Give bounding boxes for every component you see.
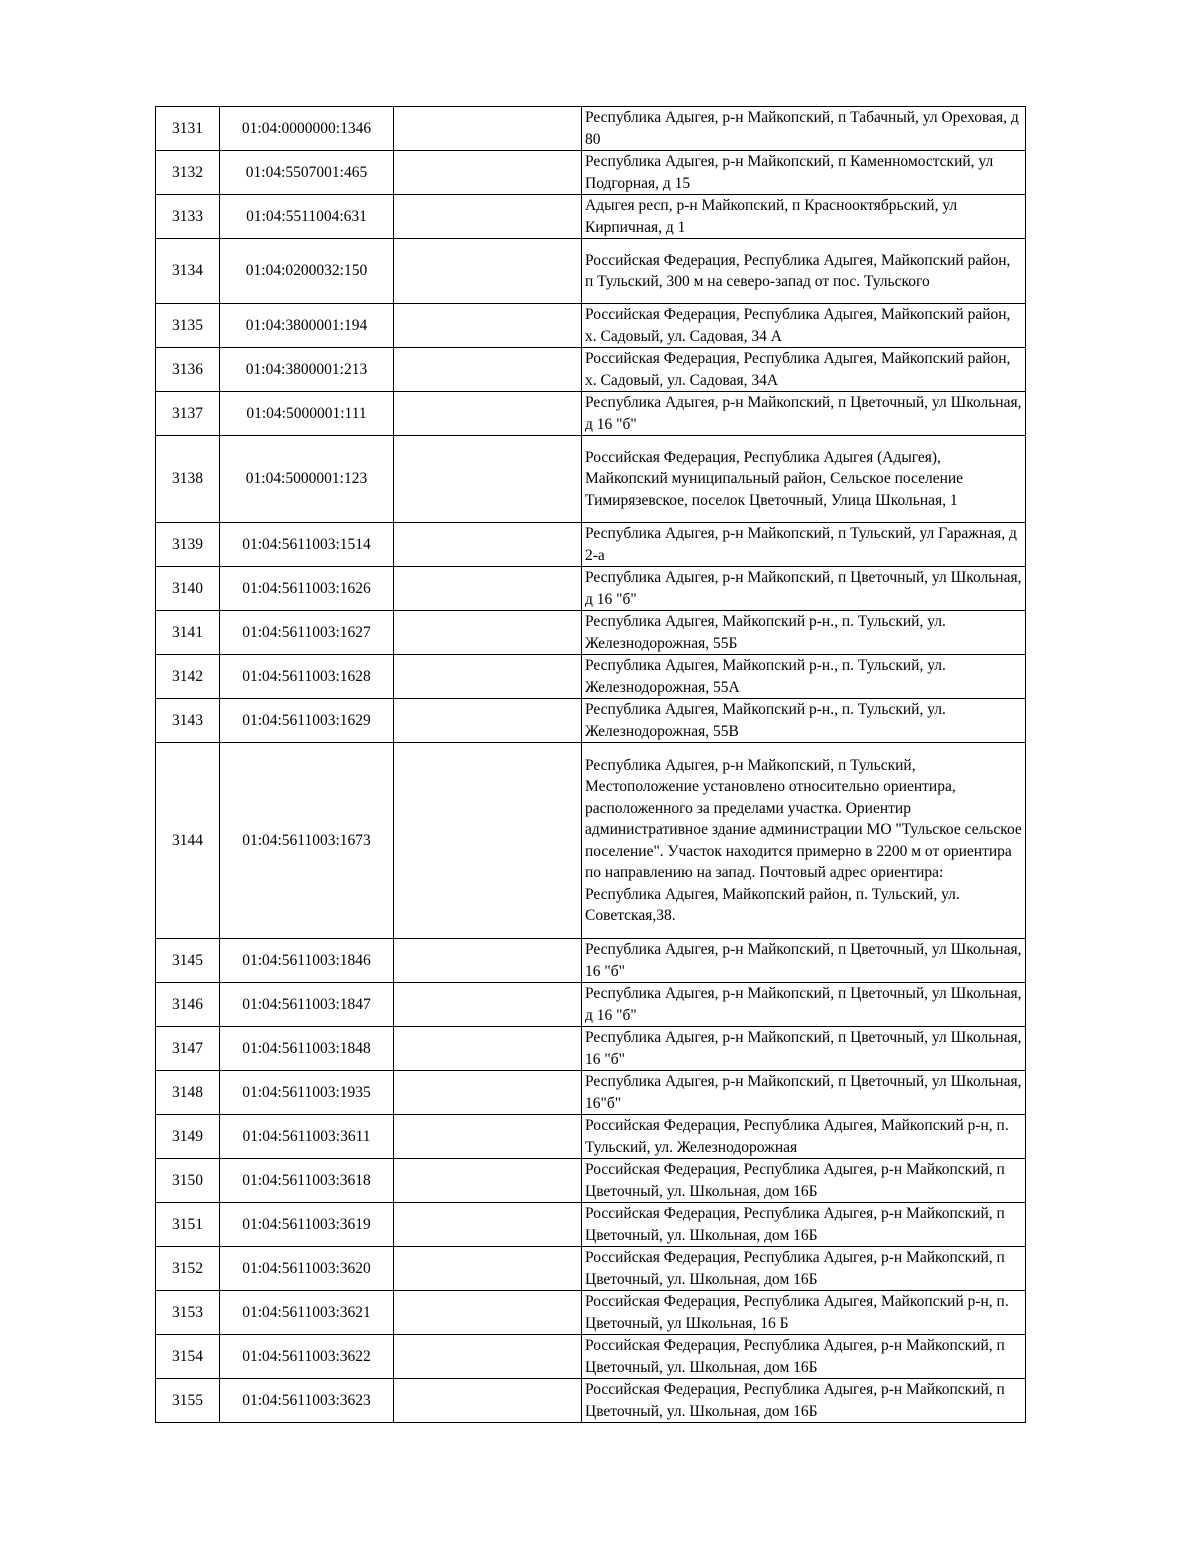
address-cell: Российская Федерация, Республика Адыгея, Майкопский район, х. Садовый, ул. Садовая, 34 А: [582, 304, 1026, 348]
row-number-cell: 3148: [156, 1071, 220, 1115]
cadastral-number-cell: 01:04:0000000:1346: [220, 107, 394, 151]
row-number-cell: 3141: [156, 611, 220, 655]
empty-cell: [394, 1247, 582, 1291]
empty-cell: [394, 1379, 582, 1423]
empty-cell: [394, 1291, 582, 1335]
empty-cell: [394, 567, 582, 611]
address-cell: Российская Федерация, Республика Адыгея, р-н Майкопский, п Цветочный, ул. Школьная, дом 16Б: [582, 1203, 1026, 1247]
row-number-cell: 3149: [156, 1115, 220, 1159]
address-cell: Российская Федерация, Республика Адыгея (Адыгея), Майкопский муниципальный район, Сельское поселение Тимирязевское, поселок Цветочный, Улица Школьная, 1: [582, 436, 1026, 523]
address-cell: Республика Адыгея, р-н Майкопский, п Тульский, Местоположение установлено относительно ориентира, расположенного за пределами участка. Ориентир административное здание администрации МО "Тульское сельское поселение". Участок находится примерно в 2200 м от ориентира по направлению на запад. Почтовый адрес ориентира: Республика Адыгея, Майкопский район, п. Тульский, ул. Советская,38.: [582, 743, 1026, 939]
address-cell: Российская Федерация, Республика Адыгея, р-н Майкопский, п Цветочный, ул. Школьная, дом 16Б: [582, 1159, 1026, 1203]
cadastral-number-cell: 01:04:5611003:3618: [220, 1159, 394, 1203]
address-cell: Российская Федерация, Республика Адыгея, Майкопский р-н, п. Тульский, ул. Железнодорожная: [582, 1115, 1026, 1159]
address-cell: Республика Адыгея, р-н Майкопский, п Табачный, ул Ореховая, д 80: [582, 107, 1026, 151]
address-cell: Республика Адыгея, р-н Майкопский, п Цветочный, ул Школьная, д 16 "б": [582, 392, 1026, 436]
cadastral-number-cell: 01:04:5611003:1627: [220, 611, 394, 655]
table-row: [156, 436, 1026, 523]
row-number-cell: 3137: [156, 392, 220, 436]
row-number-cell: 3133: [156, 195, 220, 239]
table-row: [156, 304, 1026, 348]
table-row: [156, 239, 1026, 304]
address-cell: Республика Адыгея, Майкопский р-н., п. Тульский, ул. Железнодорожная, 55Б: [582, 611, 1026, 655]
empty-cell: [394, 1071, 582, 1115]
table-row: [156, 983, 1026, 1027]
row-number-cell: 3131: [156, 107, 220, 151]
empty-cell: [394, 655, 582, 699]
cadastral-number-cell: 01:04:5611003:1626: [220, 567, 394, 611]
table-row: [156, 1159, 1026, 1203]
row-number-cell: 3132: [156, 151, 220, 195]
empty-cell: [394, 523, 582, 567]
table-row: [156, 1071, 1026, 1115]
cadastral-number-cell: 01:04:5611003:3621: [220, 1291, 394, 1335]
address-cell: Республика Адыгея, р-н Майкопский, п Цветочный, ул Школьная, д 16 "б": [582, 983, 1026, 1027]
address-cell: Российская Федерация, Республика Адыгея, р-н Майкопский, п Цветочный, ул. Школьная, дом 16Б: [582, 1379, 1026, 1423]
table-row: [156, 348, 1026, 392]
row-number-cell: 3152: [156, 1247, 220, 1291]
row-number-cell: 3134: [156, 239, 220, 304]
table-row: [156, 743, 1026, 939]
cadastral-number-cell: 01:04:5611003:1629: [220, 699, 394, 743]
table-row: [156, 392, 1026, 436]
row-number-cell: 3155: [156, 1379, 220, 1423]
table-row: [156, 567, 1026, 611]
table-row: [156, 1203, 1026, 1247]
address-cell: Республика Адыгея, Майкопский р-н., п. Тульский, ул. Железнодорожная, 55В: [582, 699, 1026, 743]
row-number-cell: 3145: [156, 939, 220, 983]
empty-cell: [394, 1335, 582, 1379]
row-number-cell: 3139: [156, 523, 220, 567]
row-number-cell: 3143: [156, 699, 220, 743]
address-cell: Республика Адыгея, р-н Майкопский, п Цветочный, ул Школьная, 16 "б": [582, 1027, 1026, 1071]
address-cell: Российская Федерация, Республика Адыгея, Майкопский р-н, п. Цветочный, ул Школьная, 16 Б: [582, 1291, 1026, 1335]
row-number-cell: 3136: [156, 348, 220, 392]
table-row: [156, 1379, 1026, 1423]
empty-cell: [394, 239, 582, 304]
empty-cell: [394, 304, 582, 348]
table-row: [156, 611, 1026, 655]
empty-cell: [394, 1203, 582, 1247]
cadastral-number-cell: 01:04:5611003:1935: [220, 1071, 394, 1115]
row-number-cell: 3138: [156, 436, 220, 523]
cadastral-number-cell: 01:04:5611003:1848: [220, 1027, 394, 1071]
table-row: [156, 699, 1026, 743]
cadastral-number-cell: 01:04:5611003:1847: [220, 983, 394, 1027]
empty-cell: [394, 983, 582, 1027]
table-row: [156, 195, 1026, 239]
empty-cell: [394, 939, 582, 983]
cadastral-number-cell: 01:04:0200032:150: [220, 239, 394, 304]
address-cell: Республика Адыгея, р-н Майкопский, п Цветочный, ул Школьная, 16 "б": [582, 939, 1026, 983]
address-cell: Республика Адыгея, р-н Майкопский, п Цветочный, ул Школьная, 16"б": [582, 1071, 1026, 1115]
registry-table-body: [156, 107, 1026, 1423]
row-number-cell: 3150: [156, 1159, 220, 1203]
empty-cell: [394, 107, 582, 151]
row-number-cell: 3153: [156, 1291, 220, 1335]
row-number-cell: 3146: [156, 983, 220, 1027]
empty-cell: [394, 151, 582, 195]
empty-cell: [394, 1027, 582, 1071]
address-cell: Республика Адыгея, р-н Майкопский, п Тульский, ул Гаражная, д 2-а: [582, 523, 1026, 567]
empty-cell: [394, 1159, 582, 1203]
address-cell: Российская Федерация, Республика Адыгея, Майкопский район, п Тульский, 300 м на северо-запад от пос. Тульского: [582, 239, 1026, 304]
address-cell: Российская Федерация, Республика Адыгея, р-н Майкопский, п Цветочный, ул. Школьная, дом 16Б: [582, 1247, 1026, 1291]
row-number-cell: 3142: [156, 655, 220, 699]
address-cell: Российская Федерация, Республика Адыгея, р-н Майкопский, п Цветочный, ул. Школьная, дом 16Б: [582, 1335, 1026, 1379]
row-number-cell: 3147: [156, 1027, 220, 1071]
row-number-cell: 3154: [156, 1335, 220, 1379]
row-number-cell: 3144: [156, 743, 220, 939]
cadastral-number-cell: 01:04:5507001:465: [220, 151, 394, 195]
property-registry-table: [155, 106, 1026, 1423]
table-row: [156, 655, 1026, 699]
table-row: [156, 939, 1026, 983]
cadastral-number-cell: 01:04:5611003:1846: [220, 939, 394, 983]
cadastral-number-cell: 01:04:5611003:1514: [220, 523, 394, 567]
empty-cell: [394, 1115, 582, 1159]
cadastral-number-cell: 01:04:5611003:3620: [220, 1247, 394, 1291]
empty-cell: [394, 611, 582, 655]
table-row: [156, 151, 1026, 195]
empty-cell: [394, 436, 582, 523]
row-number-cell: 3135: [156, 304, 220, 348]
address-cell: Республика Адыгея, Майкопский р-н., п. Тульский, ул. Железнодорожная, 55А: [582, 655, 1026, 699]
address-cell: Республика Адыгея, р-н Майкопский, п Каменномостский, ул Подгорная, д 15: [582, 151, 1026, 195]
table-row: [156, 523, 1026, 567]
cadastral-number-cell: 01:04:5611003:1628: [220, 655, 394, 699]
table-row: [156, 1291, 1026, 1335]
empty-cell: [394, 348, 582, 392]
empty-cell: [394, 195, 582, 239]
cadastral-number-cell: 01:04:3800001:213: [220, 348, 394, 392]
empty-cell: [394, 699, 582, 743]
cadastral-number-cell: 01:04:5611003:1673: [220, 743, 394, 939]
empty-cell: [394, 392, 582, 436]
row-number-cell: 3151: [156, 1203, 220, 1247]
table-row: [156, 1027, 1026, 1071]
cadastral-number-cell: 01:04:5611003:3619: [220, 1203, 394, 1247]
table-row: [156, 1335, 1026, 1379]
empty-cell: [394, 743, 582, 939]
address-cell: Адыгея респ, р-н Майкопский, п Краснооктябрьский, ул Кирпичная, д 1: [582, 195, 1026, 239]
cadastral-number-cell: 01:04:3800001:194: [220, 304, 394, 348]
cadastral-number-cell: 01:04:5511004:631: [220, 195, 394, 239]
cadastral-number-cell: 01:04:5000001:111: [220, 392, 394, 436]
address-cell: Республика Адыгея, р-н Майкопский, п Цветочный, ул Школьная, д 16 "б": [582, 567, 1026, 611]
cadastral-number-cell: 01:04:5611003:3623: [220, 1379, 394, 1423]
row-number-cell: 3140: [156, 567, 220, 611]
address-cell: Российская Федерация, Республика Адыгея, Майкопский район, х. Садовый, ул. Садовая, 34А: [582, 348, 1026, 392]
table-row: [156, 1115, 1026, 1159]
cadastral-number-cell: 01:04:5611003:3622: [220, 1335, 394, 1379]
table-row: [156, 1247, 1026, 1291]
cadastral-number-cell: 01:04:5000001:123: [220, 436, 394, 523]
cadastral-number-cell: 01:04:5611003:3611: [220, 1115, 394, 1159]
table-row: [156, 107, 1026, 151]
